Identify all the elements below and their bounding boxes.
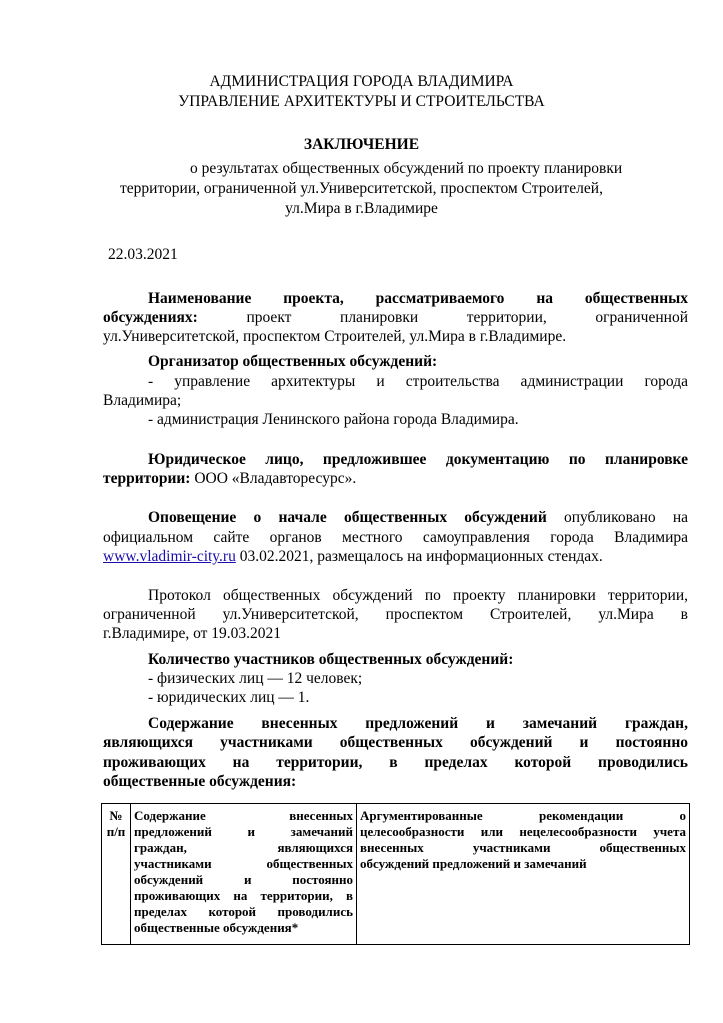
project-name-line: ул.Университетской, проспектом Строителей, ул.Мира в г.Владимире. <box>103 328 567 345</box>
organizer-item: - управление архитектуры и строительства администрации города <box>148 373 688 390</box>
proposals-heading: общественные обсуждения: <box>103 773 297 790</box>
legal-entity-heading: Юридическое лицо, предложившее документацию по планировке <box>148 451 688 468</box>
document-subtitle-line: территории, ограниченной ул.Университетской, проспектом Строителей, <box>120 180 603 197</box>
organizer-item: - администрация Ленинского района города Владимира. <box>148 411 519 428</box>
participants-heading: Количество участников общественных обсуждений: <box>148 651 514 668</box>
website-link[interactable]: www.vladimir-city.ru <box>103 548 236 565</box>
column-header-recommendations: Аргументированные рекомендации о целесообразности или нецелесообразности учета внесенных участниками общественных обсуждений предложений и замечаний <box>357 804 690 945</box>
proposals-heading: проживающих на территории, в пределах которой проводились <box>103 754 688 771</box>
notice-line: официальном сайте органов местного самоуправления города Владимира <box>103 529 688 546</box>
document-date: 22.03.2021 <box>108 246 178 263</box>
organization-name: АДМИНИСТРАЦИЯ ГОРОДА ВЛАДИМИРА <box>209 73 514 90</box>
proposals-heading: являющихся участниками общественных обсуждений и постоянно <box>103 734 688 751</box>
protocol-line: г.Владимире, от 19.03.2021 <box>103 625 282 642</box>
notice-line: www.vladimir-city.ru 03.02.2021, размещалось на информационных стендах. <box>103 548 603 565</box>
participants-legal: - юридических лиц — 1. <box>148 689 310 706</box>
document-subtitle-line: о результатах общественных обсуждений по проекту планировки <box>190 160 623 177</box>
document-title: ЗАКЛЮЧЕНИЕ <box>303 136 420 153</box>
participants-individuals: - физических лиц — 12 человек; <box>148 670 363 687</box>
protocol-line: ограниченной ул.Университетской, проспектом Строителей, ул.Мира в <box>103 606 688 623</box>
legal-entity-line: территории: ООО «Владавторесурс». <box>103 470 357 487</box>
organizer-heading: Организатор общественных обсуждений: <box>148 353 438 370</box>
column-header-number: № п/п <box>102 804 131 945</box>
project-name-heading: Наименование проекта, рассматриваемого на общественных <box>148 290 688 307</box>
column-header-proposals: Содержание внесенных предложений и замечаний граждан, являющихся участниками общественных обсуждений и постоянно проживающих на территории, в пределах которой проводились общественные обсуждения* <box>131 804 357 945</box>
table-header-row <box>102 804 690 945</box>
protocol-line: Протокол общественных обсуждений по проекту планировки территории, <box>148 587 688 604</box>
document-subtitle-line: ул.Мира в г.Владимире <box>285 200 438 217</box>
notice-line: Оповещение о начале общественных обсуждений опубликовано на <box>148 509 688 526</box>
proposals-table <box>101 803 690 945</box>
proposals-heading: Содержание внесенных предложений и замечаний граждан, <box>148 715 688 732</box>
department-name: УПРАВЛЕНИЕ АРХИТЕКТУРЫ И СТРОИТЕЛЬСТВА <box>178 93 545 110</box>
organizer-item: Владимира; <box>103 392 182 409</box>
project-name-line: обсуждениях: проект планировки территории, ограниченной <box>103 309 688 326</box>
